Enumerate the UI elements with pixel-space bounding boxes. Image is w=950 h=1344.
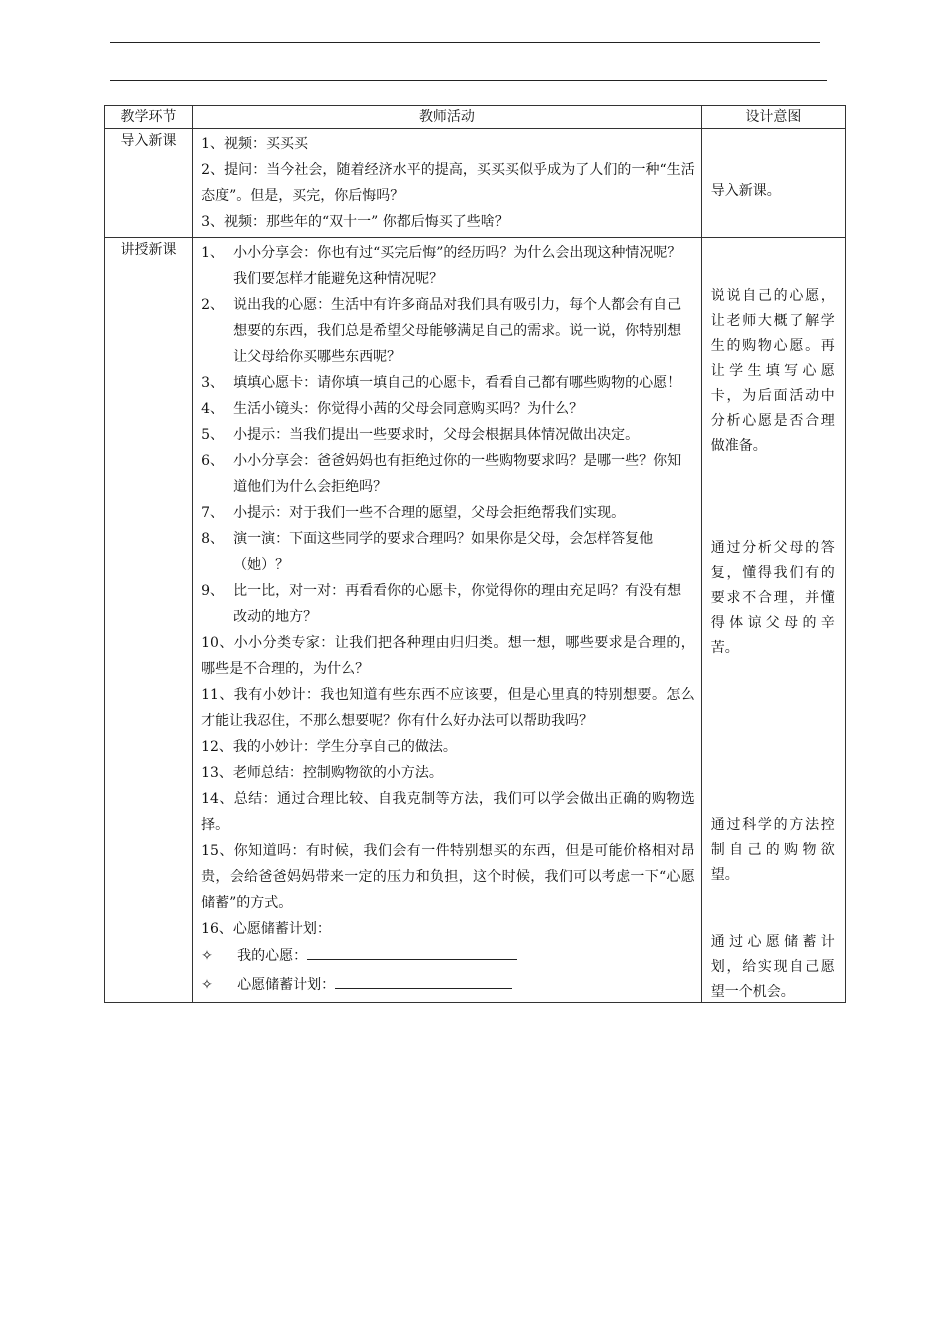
wish-blank-line[interactable]: [307, 943, 517, 960]
intro-intent: 导入新课。: [710, 183, 781, 199]
activity-item: [201, 396, 695, 422]
activity-item: [201, 578, 695, 630]
activity-paragraph: 11、我有小妙计：我也知道有些东西不应该要，但是心里真的特别想要。怎么才能让我忍住，不那么想要呢？你有什么好办法可以帮助我吗？: [201, 687, 695, 729]
activity-text: 说出我的心愿：生活中有许多商品对我们具有吸引力，每个人都会有自己想要的东西，我们总是希望父母能够满足自己的需求。说一说，你特别想让父母给你买哪些东西呢？: [233, 297, 682, 365]
activity-item: [201, 526, 695, 578]
teach-intent-cell: [701, 238, 845, 1003]
activity-text: 演一演：下面这些同学的要求合理吗？如果你是父母，会怎样答复他（她）？: [233, 531, 654, 573]
intent-wishes: 说说自己的心愿，让老师大概了解学生的购物心愿。再让学生填写心愿卡，为后面活动中分析心愿是否合理做准备。: [710, 288, 835, 454]
intent-method: 通过科学的方法控制自己的购物欲望。: [710, 817, 835, 883]
teach-stage: 讲授新课: [105, 238, 193, 1003]
lesson-plan-table: [104, 105, 846, 1003]
sparkle-icon: ✧: [201, 977, 213, 993]
activity-item: [201, 370, 695, 396]
activity-text: 比一比，对一对：再看看你的心愿卡，你觉得你的理由充足吗？有没有想改动的地方？: [233, 583, 682, 625]
intro-intent-cell: [701, 129, 845, 238]
activity-paragraph: 13、老师总结：控制购物欲的小方法。: [201, 765, 443, 781]
activity-item: [201, 422, 695, 448]
intro-line: 3、视频：那些年的“双十一” 你都后悔买了些啥？: [201, 214, 509, 230]
activity-paragraph: 15、你知道吗：有时候，我们会有一件特别想买的东西，但是可能价格相对昂贵，会给爸爸妈妈带来一定的压力和负担，这个时候，我们可以考虑一下“心愿储蓄”的方式。: [201, 843, 695, 911]
activity-item: [201, 448, 695, 500]
activity-item: [201, 240, 695, 292]
activity-number: 7、: [201, 505, 225, 521]
activity-text: 小小分享会：爸爸妈妈也有拒绝过你的一些购物要求吗？是哪一些？你知道他们为什么会拒绝吗？: [233, 453, 682, 495]
activity-number: 1、: [201, 245, 225, 261]
activity-item: [201, 500, 695, 526]
activity-number: 8、: [201, 531, 225, 547]
activity-paragraph: 14、总结：通过合理比较、自我克制等方法，我们可以学会做出正确的购物选择。: [201, 791, 695, 833]
activity-number: 6、: [201, 453, 225, 469]
intro-row: [105, 129, 846, 238]
intent-saving: 通过心愿储蓄计划，给实现自己愿望一个机会。: [710, 934, 835, 1000]
activity-number: 4、: [201, 401, 225, 417]
saving-plan-blank-line[interactable]: [335, 972, 512, 989]
header-rule-top: [110, 42, 820, 43]
sparkle-icon: ✧: [201, 948, 213, 964]
activity-number: 9、: [201, 583, 225, 599]
bullet-saving-plan: [201, 971, 695, 1000]
intro-line: 2、提问：当今社会，随着经济水平的提高，买买买似乎成为了人们的一种“生活态度”。但是，买完，你后悔吗？: [201, 162, 695, 204]
activity-number: 2、: [201, 297, 225, 313]
header-activity: 教师活动: [193, 106, 702, 129]
intro-activities: [193, 129, 702, 238]
activity-text: 生活小镜头：你觉得小茜的父母会同意购买吗？为什么？: [233, 401, 584, 417]
header-intent: 设计意图: [701, 106, 845, 129]
activity-paragraph: 10、小小分类专家：让我们把各种理由归归类。想一想，哪些要求是合理的，哪些是不合理的，为什么？: [201, 635, 695, 677]
activity-paragraph: 12、我的小妙计：学生分享自己的做法。: [201, 739, 457, 755]
activity-number: 3、: [201, 375, 225, 391]
intro-line: 1、视频：买买买: [201, 136, 309, 152]
activity-text: 小提示：对于我们一些不合理的愿望，父母会拒绝帮我们实现。: [233, 505, 626, 521]
bullet-label: 我的心愿：: [237, 948, 308, 964]
intent-parents: 通过分析父母的答复，懂得我们有的要求不合理，并懂得体谅父母的辛苦。: [710, 540, 835, 656]
teach-activities: [193, 238, 702, 1003]
bullet-my-wish: [201, 942, 695, 971]
bullet-label: 心愿储蓄计划：: [237, 977, 336, 993]
activity-text: 小提示：当我们提出一些要求时，父母会根据具体情况做出决定。: [233, 427, 640, 443]
activity-paragraph: 16、心愿储蓄计划：: [201, 921, 331, 937]
activity-text: 小小分享会：你也有过“买完后悔”的经历吗？为什么会出现这种情况呢？我们要怎样才能避免这种情况呢？: [233, 245, 682, 287]
activity-text: 填填心愿卡：请你填一填自己的心愿卡，看看自己都有哪些购物的心愿！: [233, 375, 682, 391]
header-stage: 教学环节: [105, 106, 193, 129]
activity-number: 5、: [201, 427, 225, 443]
activity-item: [201, 292, 695, 370]
header-rule-bottom: [110, 80, 827, 81]
table-header-row: [105, 106, 846, 129]
intro-stage: 导入新课: [105, 129, 193, 238]
teach-row: [105, 238, 846, 1003]
